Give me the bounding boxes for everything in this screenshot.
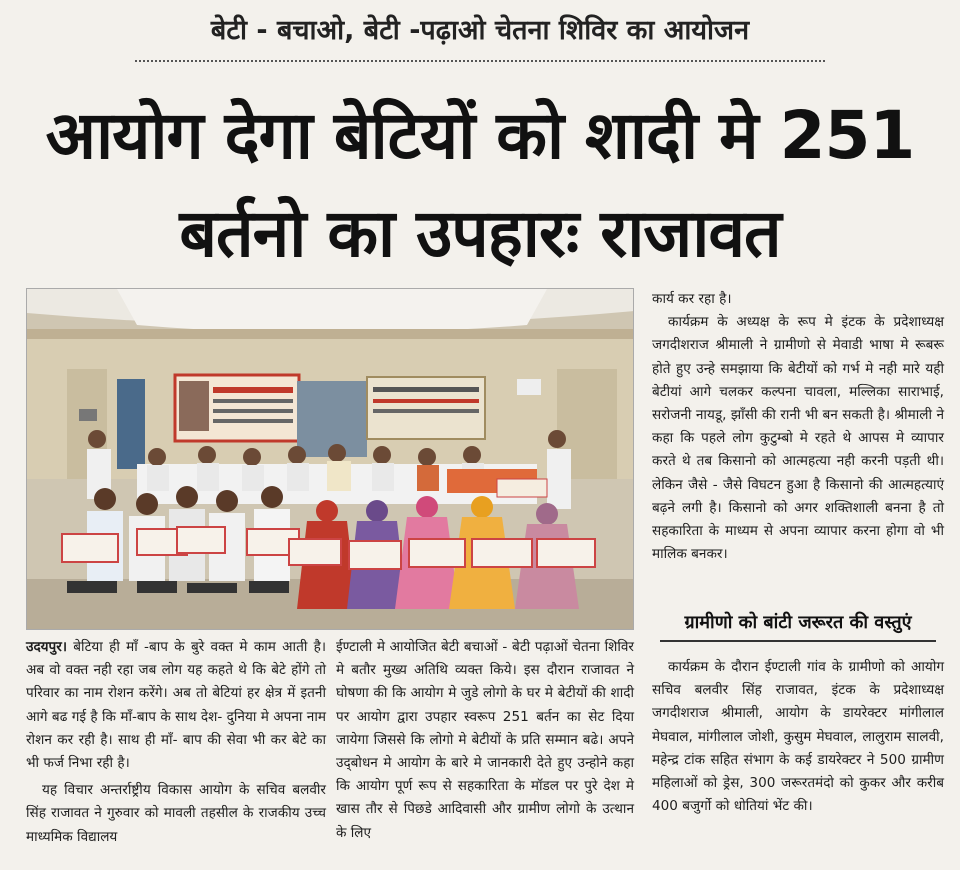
col1-paragraph-1	[26, 636, 326, 775]
dateline: उदयपुर।	[26, 639, 67, 655]
col1-paragraph-1-text: बेटिया ही माँ -बाप के बुरे वक्त मे काम आती है। अब वो वक्त नही रहा जब लोग यह कहते थे कि बेटे होंगे तो परिवार का नाम रोशन करेंगे। अब तो बेटियां हर क्षेत्र में इतनी आगे बढ गई है कि माँ-बाप के साथ देश- दुनिया मे अपना नाम रोशन कर रही है। साथ ही माँ- बाप की सेवा भी कर बेटे का भी फर्ज निभा रही है।	[26, 639, 326, 772]
headline-line-1: आयोग देगा बेटियों को शादी मे 251	[45, 97, 915, 174]
kicker-rule	[135, 60, 825, 62]
photo-illustration	[27, 289, 634, 630]
article-column-1	[26, 636, 326, 849]
article-column-3-bottom	[652, 656, 944, 818]
news-photo	[26, 288, 634, 630]
article-column-2	[336, 636, 634, 845]
col3-paragraph-2: कार्यक्रम के दौरान ईण्टाली गांव के ग्रामीणो को आयोग सचिव बलवीर सिंह राजावत, इंटक के प्रदेशाध्यक्ष जगदीशराज श्रीमाली, आयोग के डायरेक्टर मांगीलाल मेघवाल, मांगीलाल जोशी, कुसुम मेघवाल, लालुराम सालवी, महेन्द्र टांक सहित संभाग के कई डायरेक्टर ने 500 ग्रामीण महिलाओं को ड्रेस, 300 जरूरतमंदो को कुकर और करीब 400 बजुर्गो को धोतियां भेंट की।	[652, 659, 944, 815]
subhead: ग्रामीणो को बांटी जरूरत की वस्तुएं	[684, 612, 912, 633]
subhead-rule	[660, 640, 936, 642]
col3-continuation: कार्य कर रहा है।	[652, 291, 732, 307]
article-column-3-top	[652, 288, 944, 566]
col3-paragraph-1: कार्यक्रम के अध्यक्ष के रूप मे इंटक के प्रदेशाध्यक्ष जगदीशराज श्रीमाली ने ग्रामीणो से मेवाडी भाषा मे रूबरू होते हुए उन्हे समझाया कि बेटीयों को गर्भ मे नही मारे यही बेटीयां आगे चलकर कल्पना चावला, मल्लिका साराभाई, सरोजनी नायडू, झाँसी की रानी भी बन सकती है। श्रीमाली ने कहा कि पहले लोग कुटुम्बो मे रहते थे आपस मे व्यापार करते थे तब किसानो को आत्महत्या नही करनी पड़ती थी। लेकिन जैसे - जैसे विघटन हुआ है किसानो की आत्महत्याएं बढ़ने लगी है। किसानो को अगर शक्तिशाली बनना है तो सहकारिता के माध्यम से अपना व्यापार करना होगा वो भी मालिक बनकर।	[652, 314, 944, 563]
headline-line-2: बर्तनो का उपहारः राजावत	[179, 195, 781, 272]
col2-paragraph-1: ईण्टाली मे आयोजित बेटी बचाओं - बेटी पढ़ाओं चेतना शिविर मे बतौर मुख्य अतिथि व्यक्त किये। इस दौरान राजावत ने घोषणा की कि आयोग मे जुडे लोगो के घर मे बेटीयों की शादी पर आयोग द्वारा उपहार स्वरूप 251 बर्तन का सेट दिया जायेगा जिससे कि लोगो मे बेटीयों के प्रति सम्मान बढे। अपने उद्‌बोधन मे आयोग के बारे मे जानकारी देते हुए उन्होने कहा कि आयोग पूर्ण रूप से सहकारिता के मॉडल पर पुरे देश मे खास तौर से पिछडे आदिवासी और ग्रामीण लोगो के उत्थान के लिए	[336, 639, 634, 841]
col1-paragraph-2: यह विचार अन्तर्राष्ट्रीय विकास आयोग के सचिव बलवीर सिंह राजावत ने गुरुवार को मावली तहसील के राजकीय उच्च माध्यमिक विद्यालय	[26, 782, 326, 845]
kicker: बेटी - बचाओ, बेटी -पढ़ाओ चेतना शिविर का आयोजन	[210, 15, 750, 46]
